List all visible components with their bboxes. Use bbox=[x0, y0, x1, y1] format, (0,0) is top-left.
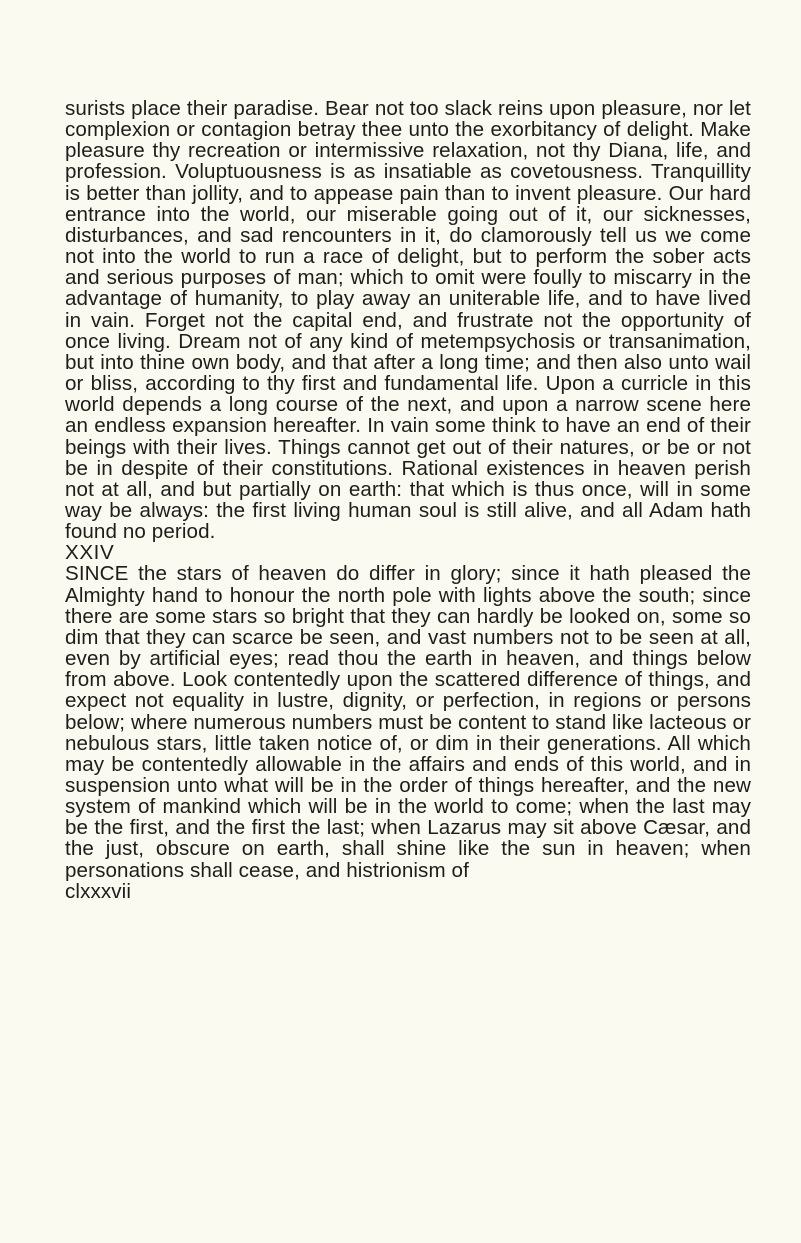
continued-paragraph: surists place their paradise. Bear not too slack reins upon pleasure, nor let complexion or contagion betray thee unto the exorbitancy of delight. Make pleasure thy recreation or intermissive relaxation, not thy Diana, life, and profession. Voluptuousness is as insatiable as covetousness. Tranquillity is better than jollity, and to appease pain than to invent pleasure. Our hard entrance into the world, our miserable going out of it, our sicknesses, disturbances, and sad rencounters in it, do clamorously tell us we come not into the world to run a race of delight, but to perform the sober acts and serious purposes of man; which to omit were foully to miscarry in the advantage of humanity, to play away an uniterable life, and to have lived in vain. Forget not the capital end, and frustrate not the opportunity of once living. Dream not of any kind of metempsychosis or transanimation, but into thine own body, and that after a long time; and then also unto wail or bliss, according to thy first and fundamental life. Upon a curricle in this world depends a long course of the next, and upon a narrow scene here an endless expansion hereafter. In vain some think to have an end of their beings with their lives. Things cannot get out of their natures, or be or not be in despite of their constitutions. Rational existences in heaven perish not at all, and but partially on earth: that which is thus once, will in some way be always: the first living human soul is still alive, and all Adam hath found no period. bbox=[65, 97, 751, 544]
page-text-block bbox=[65, 98, 751, 902]
section-paragraph: SINCE the stars of heaven do differ in glory; since it hath pleased the Almighty hand to honour the north pole with lights above the south; since there are some stars so bright that they can hardly be looked on, some so dim that they can scarce be seen, and vast numbers not to be seen at all, even by artificial eyes; read thou the earth in heaven, and things below from above. Look contentedly upon the scattered difference of things, and expect not equality in lustre, dignity, or perfection, in regions or persons below; where numerous numbers must be content to stand like lacteous or nebulous stars, little taken notice of, or dim in their generations. All which may be contentedly allowable in the affairs and ends of this world, and in suspension unto what will be in the order of things hereafter, and the new system of mankind which will be in the world to come; when the last may be the first, and the first the last; when Lazarus may sit above Cæsar, and the just, obscure on earth, shall shine like the sun in heaven; when personations shall cease, and histrionism of bbox=[65, 562, 751, 882]
page-number: clxxxvii bbox=[65, 879, 132, 903]
section-heading: XXIV bbox=[65, 541, 115, 565]
